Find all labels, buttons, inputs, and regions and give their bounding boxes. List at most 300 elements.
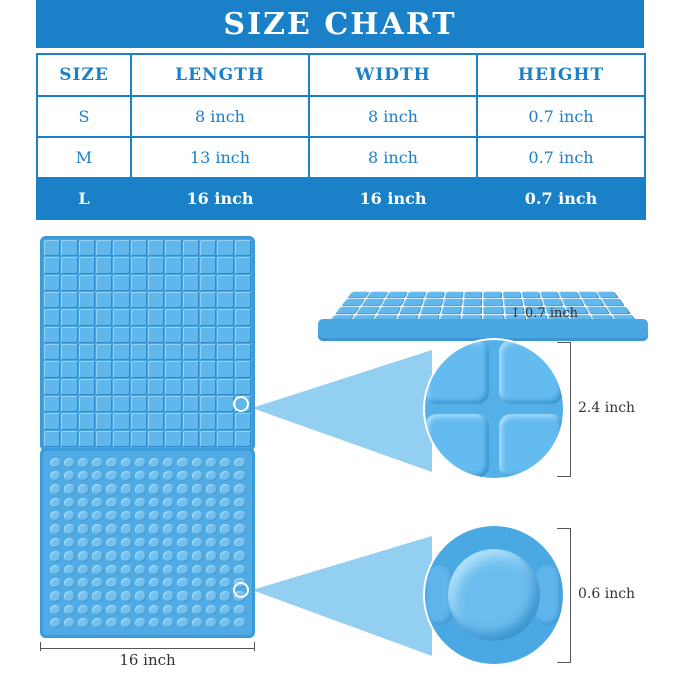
mold-cell: [113, 413, 129, 429]
mold-cell: [425, 292, 445, 299]
mold-cell: [131, 257, 147, 273]
mold-dot: [135, 524, 146, 534]
mold-dot: [50, 471, 61, 481]
mold-cell-zoom: [425, 414, 489, 478]
mold-dot: [106, 591, 117, 601]
mold-dot: [121, 618, 132, 628]
mold-cell: [483, 292, 502, 299]
mold-cell: [183, 292, 199, 308]
mold-dot: [206, 551, 217, 561]
mold-dot: [106, 578, 117, 588]
mold-cell: [148, 257, 164, 273]
mold-cell: [96, 396, 112, 412]
mold-cell: [131, 275, 147, 291]
mold-cell: [402, 299, 424, 306]
mold-dot: [149, 618, 160, 628]
cell-height: 0.7 inch: [477, 96, 645, 137]
mold-dot: [192, 578, 203, 588]
mold-dot: [106, 605, 117, 615]
mold-dot: [177, 458, 188, 468]
mold-dot: [64, 591, 75, 601]
mold-dot: [135, 471, 146, 481]
mold-cell: [399, 306, 422, 314]
mold-dot: [121, 578, 132, 588]
mold-dot: [78, 605, 89, 615]
cell-length: 13 inch: [131, 137, 309, 178]
mold-dot: [64, 618, 75, 628]
mold-dot: [192, 618, 203, 628]
mold-dot: [106, 458, 117, 468]
mold-dot: [64, 605, 75, 615]
mold-dot: [192, 458, 203, 468]
mold-dot: [163, 605, 174, 615]
mold-dot: [50, 605, 61, 615]
mold-cell: [235, 240, 251, 256]
mold-cell: [61, 379, 77, 395]
mold-dot: [135, 511, 146, 521]
mold-cell: [235, 292, 251, 308]
mold-dot: [220, 565, 231, 575]
mold-dot: [92, 578, 103, 588]
zoom-connector-square: [246, 346, 436, 476]
mold-dot: [92, 511, 103, 521]
mold-dot: [206, 591, 217, 601]
mold-cell: [165, 275, 181, 291]
mold-dot: [92, 591, 103, 601]
mold-dot: [192, 511, 203, 521]
mold-dot: [163, 551, 174, 561]
size-chart-banner: [36, 0, 644, 48]
mold-cell: [79, 257, 95, 273]
mold-dot: [121, 565, 132, 575]
mold-cell: [217, 396, 233, 412]
square-cell-size-label: 2.4 inch: [578, 400, 636, 416]
mold-dot: [206, 578, 217, 588]
thickness-callout: [510, 306, 578, 321]
mold-dot: [92, 498, 103, 508]
mold-dot: [206, 524, 217, 534]
mold-dot: [106, 511, 117, 521]
mold-dot: [78, 471, 89, 481]
mold-cell: [96, 257, 112, 273]
mold-cell: [235, 275, 251, 291]
mold-cell: [79, 396, 95, 412]
mold-dot: [135, 578, 146, 588]
mold-cell: [183, 309, 199, 325]
bottom-width-dimension: [40, 642, 255, 670]
cell-length: 16 inch: [131, 178, 309, 219]
mold-cell: [148, 431, 164, 447]
mold-cell: [464, 292, 483, 299]
mold-dot: [64, 484, 75, 494]
mold-dot: [192, 538, 203, 548]
mold-dot: [206, 618, 217, 628]
mold-dot: [135, 458, 146, 468]
mold-cell: [131, 327, 147, 343]
mold-dot: [50, 578, 61, 588]
mold-dot: [220, 524, 231, 534]
mold-dot: [177, 578, 188, 588]
cell-size: M: [37, 137, 131, 178]
mold-dot: [121, 458, 132, 468]
dimension-line-square: [570, 342, 571, 476]
zoom-bubble-dome: [425, 526, 563, 664]
mold-dot: [220, 538, 231, 548]
mold-dot: [64, 551, 75, 561]
mold-dot: [163, 498, 174, 508]
mold-dot: [163, 524, 174, 534]
mold-cell: [462, 306, 482, 314]
mold-dot: [192, 498, 203, 508]
mold-cell: [113, 309, 129, 325]
mold-dot: [163, 565, 174, 575]
mold-dot: [177, 524, 188, 534]
mold-cell: [113, 292, 129, 308]
mold-dot: [50, 498, 61, 508]
mold-dot: [163, 511, 174, 521]
mold-dot: [78, 578, 89, 588]
mold-dot: [234, 565, 245, 575]
mold-cell: [96, 292, 112, 308]
mold-dot: [149, 484, 160, 494]
mold-dot: [206, 471, 217, 481]
mold-dot: [163, 458, 174, 468]
square-cell-grid: [44, 240, 251, 447]
mold-cell: [44, 240, 60, 256]
mold-cell: [183, 396, 199, 412]
mold-dot: [192, 524, 203, 534]
mold-cell: [131, 309, 147, 325]
mat-side-profile-view: [318, 246, 648, 341]
mold-dot: [234, 471, 245, 481]
mold-dot: [149, 551, 160, 561]
mold-cell: [523, 299, 544, 306]
mold-dot: [149, 605, 160, 615]
mold-cell: [44, 413, 60, 429]
mold-dot: [206, 498, 217, 508]
mold-cell: [200, 413, 216, 429]
mold-dot: [92, 524, 103, 534]
mold-cell: [183, 275, 199, 291]
mold-cell: [183, 431, 199, 447]
mold-cell: [131, 431, 147, 447]
mold-dot: [234, 458, 245, 468]
mold-dot: [92, 471, 103, 481]
mold-cell: [217, 379, 233, 395]
mold-cell: [79, 431, 95, 447]
mold-cell: [148, 275, 164, 291]
cell-size: L: [37, 178, 131, 219]
mold-dot: [234, 551, 245, 561]
mold-dot: [78, 458, 89, 468]
mold-cell: [96, 327, 112, 343]
mold-cell: [217, 344, 233, 360]
zoom-connector-dome: [246, 534, 436, 660]
mold-cell: [96, 275, 112, 291]
mold-dot: [50, 524, 61, 534]
mold-dot: [106, 498, 117, 508]
mold-cell: [165, 379, 181, 395]
mold-cell: [79, 292, 95, 308]
mold-cell: [61, 275, 77, 291]
mold-cell: [96, 361, 112, 377]
mold-dot: [220, 618, 231, 628]
mold-dot: [177, 605, 188, 615]
mold-cell: [96, 431, 112, 447]
mold-dot: [135, 605, 146, 615]
zoom-marker-dome: [233, 582, 249, 598]
mold-cell: [79, 379, 95, 395]
mold-dot: [50, 484, 61, 494]
mold-dot: [234, 605, 245, 615]
mold-cell: [521, 292, 541, 299]
mold-cell: [113, 431, 129, 447]
mold-dot: [106, 618, 117, 628]
mold-cell: [463, 299, 482, 306]
mold-cell: [165, 327, 181, 343]
mold-dot: [78, 498, 89, 508]
mold-cell: [200, 309, 216, 325]
dimension-bar: [40, 648, 255, 649]
mold-cell: [217, 292, 233, 308]
mold-cell: [131, 344, 147, 360]
mold-dot: [50, 591, 61, 601]
mold-cell: [96, 240, 112, 256]
mold-cell: [113, 344, 129, 360]
mold-dot: [149, 538, 160, 548]
dimension-tick-top-dome: [557, 528, 571, 529]
mold-cell: [200, 396, 216, 412]
mold-cell: [148, 292, 164, 308]
mold-cell: [601, 299, 625, 306]
mold-cell: [377, 306, 401, 314]
cell-length: 8 inch: [131, 96, 309, 137]
thickness-label: 0.7 inch: [525, 306, 579, 321]
mold-dot: [92, 538, 103, 548]
cell-width: 16 inch: [309, 178, 477, 219]
mold-dot: [106, 538, 117, 548]
mold-cell: [444, 292, 463, 299]
mold-cell: [540, 292, 561, 299]
mold-dot: [234, 484, 245, 494]
mold-cell: [217, 431, 233, 447]
mold-dot: [78, 524, 89, 534]
mold-dot: [149, 458, 160, 468]
mold-dot: [92, 618, 103, 628]
mold-dot: [64, 578, 75, 588]
mold-dot: [192, 565, 203, 575]
mold-cell: [131, 240, 147, 256]
mold-cell: [183, 240, 199, 256]
mold-dot: [78, 618, 89, 628]
mold-dot: [206, 458, 217, 468]
mold-cell: [44, 361, 60, 377]
mold-dot: [220, 605, 231, 615]
mold-cell: [131, 413, 147, 429]
zoom-marker-square: [233, 396, 249, 412]
mold-cell: [113, 396, 129, 412]
column-header-size: SIZE: [37, 54, 131, 96]
mold-dot: [220, 591, 231, 601]
mold-cell: [148, 344, 164, 360]
mold-cell: [44, 275, 60, 291]
mold-cell: [79, 344, 95, 360]
mold-cell: [165, 396, 181, 412]
mold-dot: [121, 538, 132, 548]
mold-dot: [234, 511, 245, 521]
mold-dot: [78, 484, 89, 494]
mold-dot: [64, 498, 75, 508]
mold-cell: [148, 309, 164, 325]
mold-cell: [96, 309, 112, 325]
mold-dot: [64, 511, 75, 521]
mold-cell-zoom: [499, 414, 563, 478]
mold-dot: [149, 565, 160, 575]
mold-cell: [183, 257, 199, 273]
dimension-tick-bottom-square: [557, 476, 571, 477]
mold-dot: [163, 538, 174, 548]
mold-dot: [220, 458, 231, 468]
mold-cell: [61, 361, 77, 377]
mold-cell: [79, 327, 95, 343]
mold-dot: [50, 551, 61, 561]
mold-cell: [483, 306, 503, 314]
mold-cell: [61, 344, 77, 360]
mold-dot: [121, 471, 132, 481]
mold-dot: [64, 538, 75, 548]
mold-cell: [200, 379, 216, 395]
mold-dot: [149, 511, 160, 521]
mold-dot: [92, 551, 103, 561]
mold-cell: [422, 299, 443, 306]
mold-dot: [135, 565, 146, 575]
size-table: [36, 53, 646, 220]
mold-cell: [382, 299, 405, 306]
mold-cell: [96, 379, 112, 395]
mold-cell: [61, 292, 77, 308]
mold-cell: [562, 299, 585, 306]
table-row-highlighted: [37, 178, 645, 219]
mold-dot: [149, 524, 160, 534]
mold-dot: [135, 591, 146, 601]
dimension-tick-top-square: [557, 342, 571, 343]
mold-dot: [192, 471, 203, 481]
zoom-square-grid: [425, 340, 563, 478]
mold-dot: [192, 484, 203, 494]
mold-cell: [113, 257, 129, 273]
mold-cell: [113, 240, 129, 256]
mold-dot: [121, 511, 132, 521]
mold-cell: [217, 413, 233, 429]
size-table-container: [36, 53, 644, 220]
column-header-length: LENGTH: [131, 54, 309, 96]
mold-cell: [165, 344, 181, 360]
dot-cell-grid: [48, 456, 247, 630]
mat-width-label: 16 inch: [40, 651, 255, 669]
product-illustration: [0, 228, 679, 674]
mold-cell: [235, 379, 251, 395]
double-arrow-icon: ↕: [510, 306, 521, 321]
mold-cell: [183, 413, 199, 429]
mold-cell: [79, 309, 95, 325]
mold-cell: [200, 275, 216, 291]
mold-dot: [177, 538, 188, 548]
mold-cell: [131, 396, 147, 412]
mold-dot: [163, 578, 174, 588]
mold-cell: [183, 327, 199, 343]
mold-cell: [441, 306, 462, 314]
mold-dot: [64, 524, 75, 534]
mold-cell: [559, 292, 581, 299]
mold-cell: [79, 240, 95, 256]
mold-dot: [163, 484, 174, 494]
mold-dot: [163, 591, 174, 601]
mold-dot: [78, 565, 89, 575]
mold-dot: [177, 618, 188, 628]
mold-cell: [61, 257, 77, 273]
mold-dot: [78, 551, 89, 561]
mold-dot: [135, 538, 146, 548]
mold-dot: [234, 618, 245, 628]
mold-dot: [64, 471, 75, 481]
mold-cell: [183, 379, 199, 395]
mold-cell: [165, 257, 181, 273]
mold-dot: [92, 458, 103, 468]
mat-top-view-dot-pattern: [40, 448, 255, 638]
mold-cell: [148, 379, 164, 395]
cell-width: 8 inch: [309, 96, 477, 137]
mold-cell: [200, 431, 216, 447]
mold-dot: [78, 511, 89, 521]
mold-dot: [206, 605, 217, 615]
mold-cell: [44, 396, 60, 412]
mold-cell: [420, 306, 442, 314]
mold-cell: [148, 327, 164, 343]
mold-dot: [206, 484, 217, 494]
mold-cell: [44, 379, 60, 395]
mat-base-slab: [318, 319, 648, 341]
mold-dot: [192, 591, 203, 601]
mold-cell: [165, 240, 181, 256]
mold-dot: [149, 498, 160, 508]
mold-cell: [443, 299, 463, 306]
mold-cell: [200, 240, 216, 256]
mold-dot: [121, 498, 132, 508]
mold-dot: [64, 458, 75, 468]
mold-cell: [165, 413, 181, 429]
mold-cell: [61, 413, 77, 429]
mold-cell: [235, 413, 251, 429]
mold-dot: [220, 511, 231, 521]
mold-cell: [200, 292, 216, 308]
mold-dot: [220, 498, 231, 508]
mold-cell: [183, 361, 199, 377]
mold-cell: [61, 431, 77, 447]
mat-top-view-square-pattern: [40, 236, 255, 451]
mold-dot: [220, 551, 231, 561]
cell-height: 0.7 inch: [477, 137, 645, 178]
dome-size-label: 0.6 inch: [578, 586, 636, 602]
mold-dot: [64, 565, 75, 575]
cell-height: 0.7 inch: [477, 178, 645, 219]
mold-dot: [163, 618, 174, 628]
mold-dot: [106, 484, 117, 494]
mold-cell: [483, 299, 502, 306]
mold-cell: [165, 431, 181, 447]
page-title: SIZE CHART: [223, 6, 457, 42]
mold-cell: [217, 240, 233, 256]
mold-cell: [217, 309, 233, 325]
